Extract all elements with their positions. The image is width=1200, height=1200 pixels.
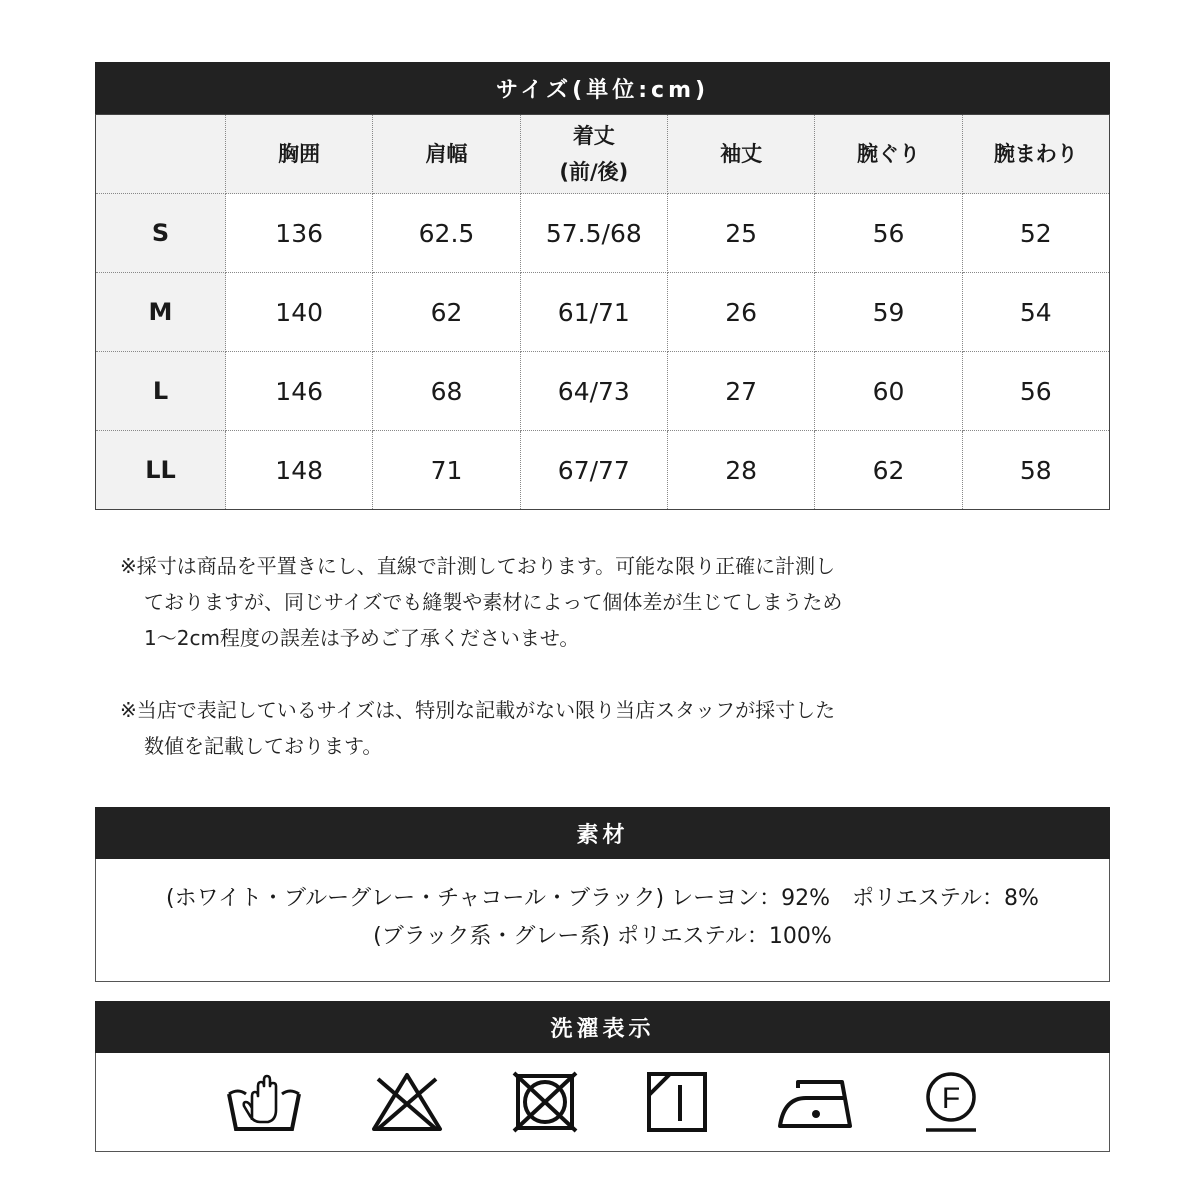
table-cell: 28 bbox=[667, 431, 814, 510]
size-label: L bbox=[96, 352, 226, 431]
care-title-text: 洗濯表示 bbox=[550, 1016, 655, 1042]
table-row bbox=[96, 273, 1110, 352]
note-line: ※採寸は商品を平置きにし、直線で計測しております。可能な限り正確に計測し bbox=[120, 554, 836, 578]
table-cell: 27 bbox=[667, 352, 814, 431]
note-line: 数値を記載しております。 bbox=[144, 734, 383, 758]
dry-clean-f-icon bbox=[922, 1070, 980, 1134]
size-note bbox=[120, 692, 940, 764]
table-cell: 148 bbox=[226, 431, 373, 510]
dry-clean-letter: F bbox=[941, 1082, 960, 1115]
care-box bbox=[95, 1053, 1110, 1152]
table-cell: 56 bbox=[962, 352, 1109, 431]
size-table bbox=[95, 114, 1110, 510]
iron-low-icon bbox=[776, 1074, 854, 1130]
drip-dry-shade-icon bbox=[646, 1071, 708, 1133]
hand-wash-icon bbox=[226, 1072, 302, 1132]
table-cell: 54 bbox=[962, 273, 1109, 352]
size-table-header-row bbox=[96, 115, 1110, 194]
note-line: ※当店で表記しているサイズは、特別な記載がない限り当店スタッフが採寸した bbox=[120, 698, 836, 722]
no-tumble-dry-icon bbox=[512, 1071, 578, 1133]
table-row bbox=[96, 352, 1110, 431]
header-length: 着丈 (前/後) bbox=[520, 115, 667, 194]
material-line-1: (ホワイト・ブルーグレー・チャコール・ブラック) レーヨン：92% ポリエステル：8% bbox=[166, 886, 1039, 911]
note-line: 1～2cm程度の誤差は予めご了承くださいませ。 bbox=[144, 626, 580, 650]
measurement-note bbox=[120, 548, 940, 656]
note-line: ておりますが、同じサイズでも縫製や素材によって個体差が生じてしまうため bbox=[144, 590, 843, 614]
table-row bbox=[96, 194, 1110, 273]
table-cell: 58 bbox=[962, 431, 1109, 510]
table-cell: 67/77 bbox=[520, 431, 667, 510]
header-chest: 胸囲 bbox=[226, 115, 373, 194]
table-cell: 62.5 bbox=[373, 194, 520, 273]
size-label: M bbox=[96, 273, 226, 352]
table-cell: 25 bbox=[667, 194, 814, 273]
care-icons-row bbox=[96, 1053, 1109, 1151]
table-cell: 136 bbox=[226, 194, 373, 273]
table-cell: 140 bbox=[226, 273, 373, 352]
table-cell: 62 bbox=[373, 273, 520, 352]
table-cell: 60 bbox=[815, 352, 962, 431]
table-cell: 62 bbox=[815, 431, 962, 510]
size-section-title bbox=[95, 62, 1110, 114]
material-box bbox=[95, 859, 1110, 982]
table-cell: 71 bbox=[373, 431, 520, 510]
material-title-text: 素材 bbox=[576, 822, 629, 848]
table-cell: 56 bbox=[815, 194, 962, 273]
header-sleeve: 袖丈 bbox=[667, 115, 814, 194]
header-armhole: 腕ぐり bbox=[815, 115, 962, 194]
table-cell: 64/73 bbox=[520, 352, 667, 431]
no-bleach-icon bbox=[370, 1071, 444, 1133]
corner-cell bbox=[96, 115, 226, 194]
table-row bbox=[96, 431, 1110, 510]
material-section-title bbox=[95, 807, 1110, 859]
header-arm-circumference: 腕まわり bbox=[962, 115, 1109, 194]
table-cell: 146 bbox=[226, 352, 373, 431]
header-shoulder: 肩幅 bbox=[373, 115, 520, 194]
table-cell: 52 bbox=[962, 194, 1109, 273]
size-label: LL bbox=[96, 431, 226, 510]
table-cell: 68 bbox=[373, 352, 520, 431]
table-cell: 59 bbox=[815, 273, 962, 352]
size-title-text: サイズ(単位:cm) bbox=[495, 77, 710, 103]
material-line-2: (ブラック系・グレー系) ポリエステル：100% bbox=[373, 924, 832, 949]
table-cell: 57.5/68 bbox=[520, 194, 667, 273]
care-section-title bbox=[95, 1001, 1110, 1053]
table-cell: 26 bbox=[667, 273, 814, 352]
size-label: S bbox=[96, 194, 226, 273]
table-cell: 61/71 bbox=[520, 273, 667, 352]
